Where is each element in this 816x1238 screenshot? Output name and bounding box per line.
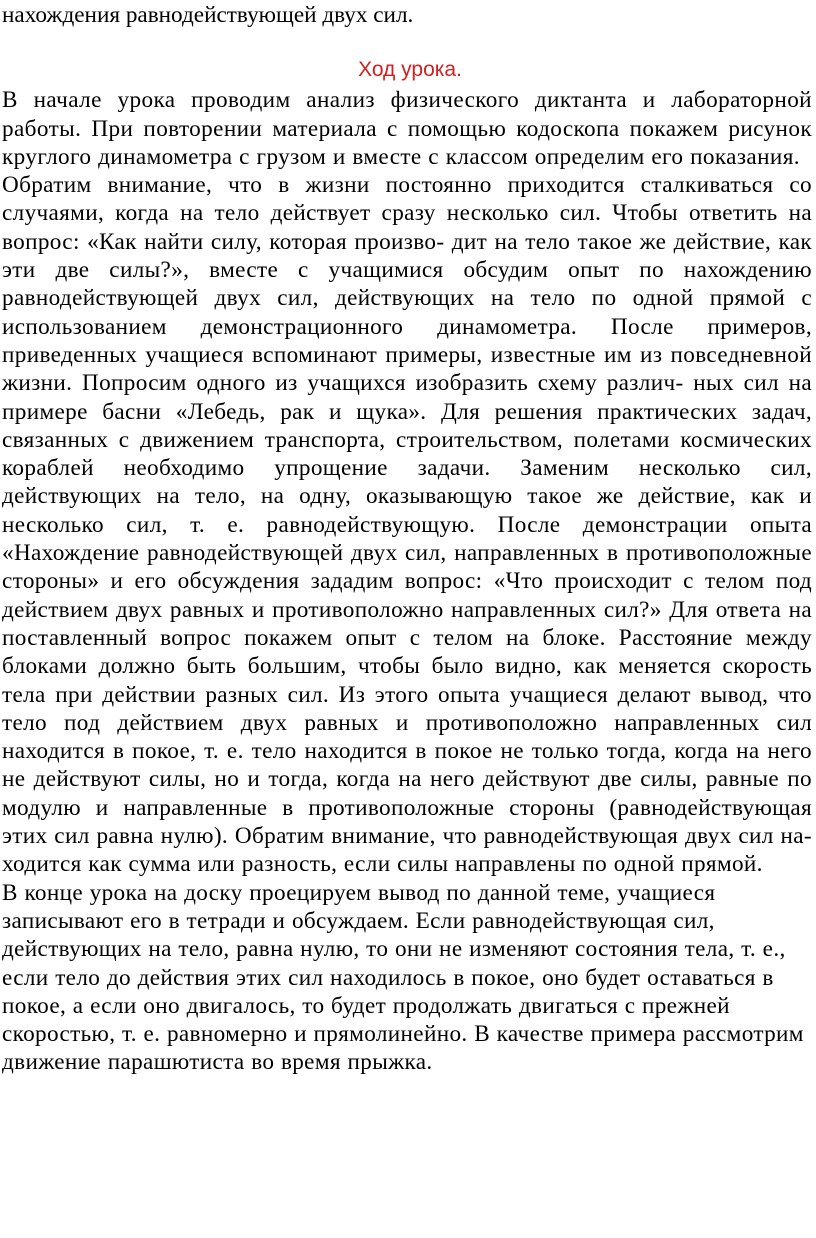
paragraph-intro: В начале урока проводим анализ физического диктанта и лабораторной работы. При повторении материала с помощью кодоскопа покажем рисунок круглого динамометра с грузом и вместе с классом определим его показания. — [2, 87, 812, 170]
paragraph-conclusion: В конце урока на доску проецируем вывод по данной теме, учащиеся записывают его в тетради и обсуждаем. Если равнодействующая сил, действующих на тело, равна нулю, то они не изменяют состояния тела, т. е., если тело до действия этих сил находилось в покое, оно будет оставаться в покое, а если оно двигалось, то будет продолжать двигаться с прежней скоростью, т. е. равномерно и прямолинейно. В качестве примера рассмотрим движение парашютиста во время прыжка. — [2, 879, 804, 1076]
document-page — [2, 0, 812, 1077]
continuation-line: нахождения равнодействующей двух сил. — [2, 2, 414, 28]
paragraph-main: Обратим внимание, что в жизни постоянно приходится сталкиваться со случаями, когда на тело действует сразу несколько сил. Чтобы ответить на вопрос: «Как найти силу, которая произво- дит на тело такое же действие, как эти две силы?», вместе с учащимися обсудим опыт по нахождению равнодействующей двух сил, действующих на тело по одной прямой с использованием демонстрационного динамометра. После примеров, приведенных учащиеся вспоминают примеры, известные им из повседневной жизни. Попросим одного из учащихся изобразить схему различ- ных сил на примере басни «Лебедь, рак и щука». Для решения практических задач, связанных с движением транспорта, строительством, полетами космических кораблей необходимо упрощение задачи. Заменим несколько сил, действующих на тело, на одну, оказывающую такое же действие, как и несколько сил, т. е. равнодействующую. После демонстрации опыта «Нахождение равнодействующей двух сил, направленных в противоположные стороны» и его обсуждения зададим вопрос: «Что происходит с телом под действием двух равных и противоположно направленных сил?» Для ответа на поставленный вопрос покажем опыт с телом на блоке. Расстояние между блоками должно быть большим, чтобы было видно, как меняется скорость тела при действии разных сил. Из этого опыта учащиеся делают вывод, что тело под действием двух равных и противоположно направленных сил находится в покое, т. е. тело находится в покое не только тогда, когда на него не действуют силы, но и тогда, когда на него действуют две силы, равные по модулю и направленные в противоположные стороны (равнодействующая этих сил равна нулю). Обратим внимание, что равнодействующая двух сил на- ходится как сумма или разность, если силы направлены по одной прямой. — [2, 172, 812, 878]
section-heading: Ход урока. — [358, 58, 462, 82]
